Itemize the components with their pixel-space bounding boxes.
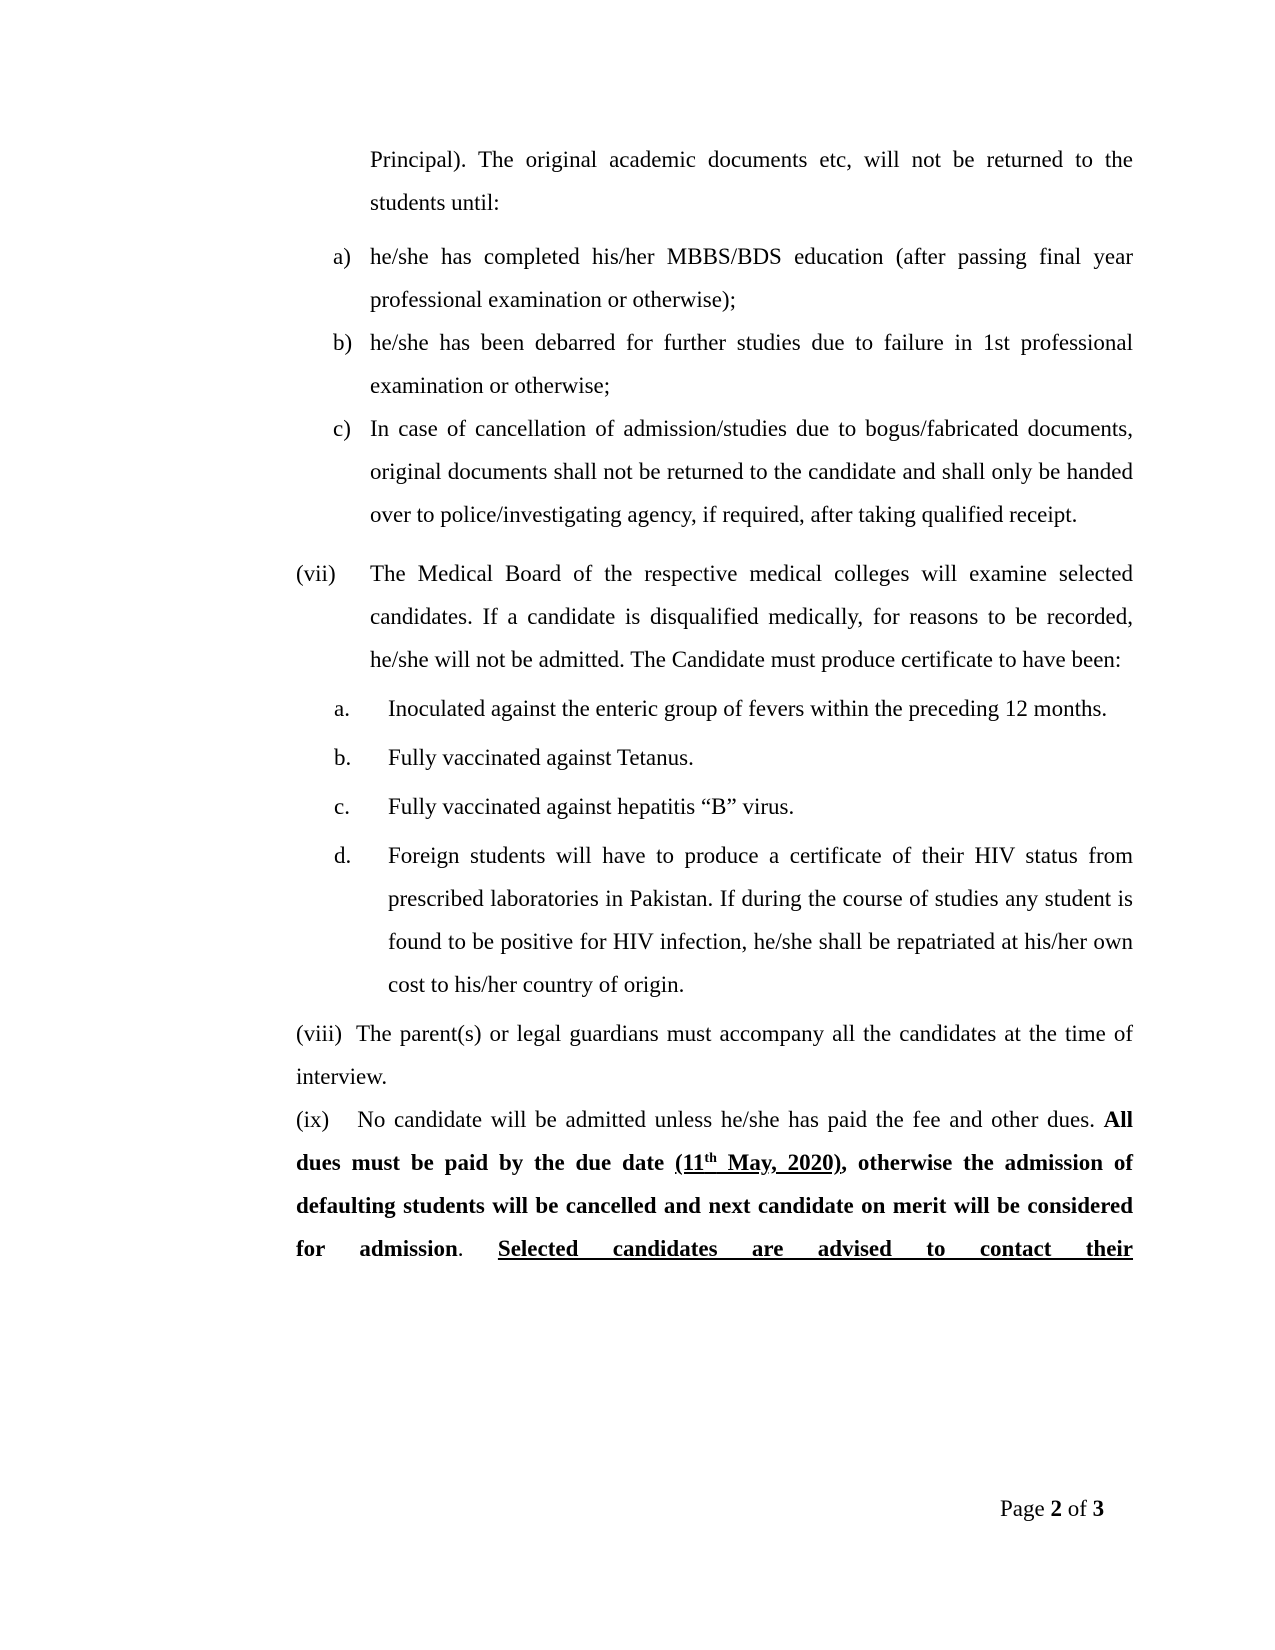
list-item-text: Foreign students will have to produce a certificate of their HIV status from prescribed laboratories in Pakistan. If during the course of studies any student is found to be positive for HIV infection, he/she shall be repatriated at his/her own cost to his/her country of origin. bbox=[388, 843, 1133, 997]
list-item bbox=[296, 321, 1133, 407]
page-number: 2 bbox=[1050, 1496, 1062, 1521]
clause-marker: (ix) bbox=[296, 1107, 330, 1132]
clause-text: The Medical Board of the respective medical colleges will examine selected candidates. If a candidate is disqualified medically, for reasons to be recorded, he/she will not be admitted. The Candidate must produce certificate to have been: bbox=[370, 561, 1133, 672]
list-item bbox=[296, 834, 1133, 1006]
list-marker: c. bbox=[334, 794, 350, 819]
list-item-text: Fully vaccinated against hepatitis “B” virus. bbox=[388, 794, 795, 819]
document-body bbox=[296, 138, 1133, 1270]
clause-viii bbox=[296, 1012, 1133, 1098]
page-footer bbox=[1000, 1496, 1104, 1522]
page-word: Page bbox=[1000, 1496, 1051, 1521]
underlined-advice: Selected candidates are advised to contact their bbox=[497, 1236, 1134, 1261]
sentence-period: . bbox=[457, 1236, 498, 1261]
clause-vii bbox=[296, 552, 1133, 681]
due-date bbox=[675, 1150, 841, 1175]
list-item bbox=[296, 785, 1133, 828]
list-item bbox=[296, 736, 1133, 779]
bold-lead-text: All dues must be paid by the due date bbox=[296, 1107, 1133, 1175]
list-marker: b. bbox=[334, 745, 352, 770]
list-item bbox=[296, 235, 1133, 321]
list-item-text: In case of cancellation of admission/studies due to bogus/fabricated documents, original documents shall not be returned to the candidate and shall only be handed over to police/investigating agency, if required, after taking qualified receipt. bbox=[370, 416, 1133, 527]
list-item bbox=[296, 687, 1133, 730]
clause-marker: (viii) bbox=[296, 1021, 342, 1046]
list-item-text: Inoculated against the enteric group of fevers within the preceding 12 months. bbox=[388, 696, 1108, 721]
clause-ix bbox=[296, 1098, 1133, 1270]
clause-marker: (vii) bbox=[296, 561, 336, 586]
bold-comma: , bbox=[841, 1150, 848, 1175]
list-marker: c) bbox=[333, 416, 351, 441]
return-conditions-list bbox=[296, 235, 1133, 536]
list-item-text: he/she has completed his/her MBBS/BDS education (after passing final year professional examination or otherwise); bbox=[370, 244, 1133, 312]
due-date-close: May, 2020) bbox=[716, 1150, 842, 1175]
page-total: 3 bbox=[1092, 1496, 1105, 1521]
medical-requirements-list bbox=[296, 687, 1133, 1006]
clause-text: The parent(s) or legal guardians must accompany all the candidates at the time of interview. bbox=[296, 1021, 1133, 1089]
list-item-text: Fully vaccinated against Tetanus. bbox=[388, 745, 694, 770]
list-marker: d. bbox=[334, 843, 352, 868]
bold-rest-text: otherwise the admission of defaulting students will be cancelled and next candidate on merit will be considered for admission bbox=[296, 1150, 1133, 1261]
continuation-paragraph: Principal). The original academic documents etc, will not be returned to the students until: bbox=[370, 147, 1133, 215]
of-word: of bbox=[1061, 1496, 1093, 1521]
list-marker: a. bbox=[334, 696, 350, 721]
list-marker: a) bbox=[333, 244, 351, 269]
list-item bbox=[296, 407, 1133, 536]
due-date-suffix: th bbox=[704, 1151, 717, 1166]
due-date-open: (11 bbox=[675, 1150, 705, 1175]
clause-text: No candidate will be admitted unless he/she has paid the fee and other dues. bbox=[357, 1107, 1095, 1132]
list-marker: b) bbox=[333, 330, 353, 355]
list-item-text: he/she has been debarred for further studies due to failure in 1st professional examination or otherwise; bbox=[370, 330, 1133, 398]
